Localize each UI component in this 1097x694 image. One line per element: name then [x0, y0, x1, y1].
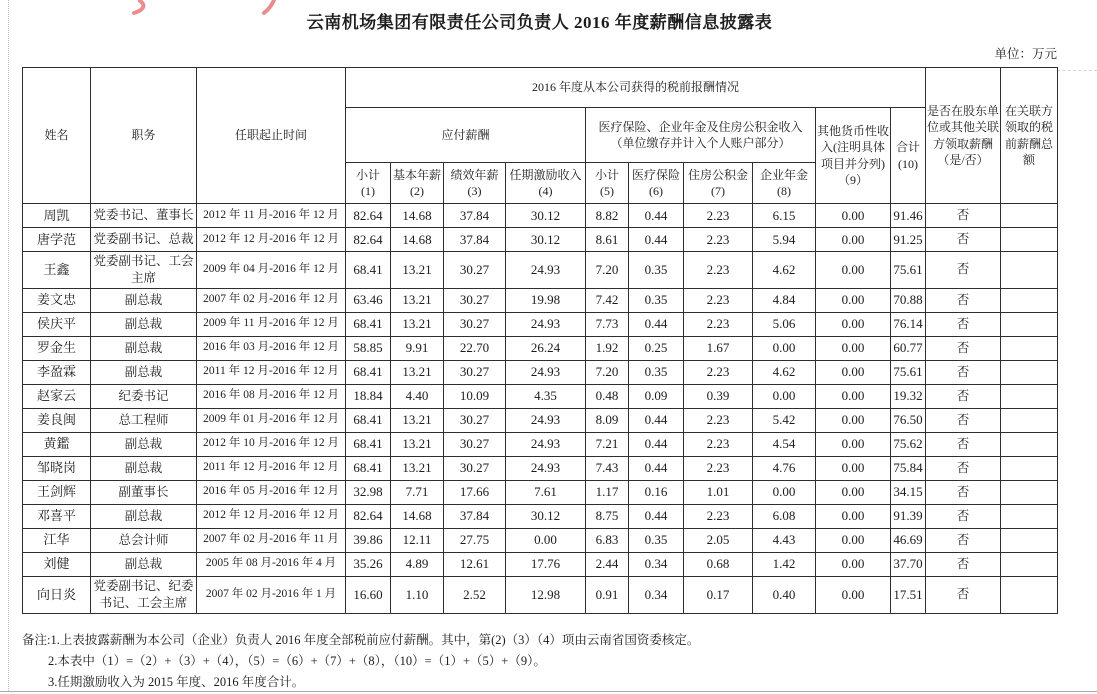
cell-housing-7: 2.23	[684, 228, 753, 252]
cell-position: 副总裁	[91, 336, 197, 360]
cell-subtotal-1: 68.41	[346, 456, 391, 480]
cell-term: 2012 年 11 月-2016 年 12 月	[197, 204, 346, 228]
cell-related-party-amount	[1001, 480, 1058, 504]
cell-medical-6: 0.35	[629, 360, 684, 384]
cell-medical-6: 0.44	[629, 504, 684, 528]
cell-annuity-8: 4.54	[753, 432, 816, 456]
cell-position: 副总裁	[91, 432, 197, 456]
cell-related-party-amount	[1001, 408, 1058, 432]
cell-performance-salary-3: 22.70	[444, 336, 506, 360]
cell-related-party-flag: 否	[926, 576, 1001, 613]
cell-term: 2009 年 11 月-2016 年 12 月	[197, 312, 346, 336]
table-row	[23, 252, 1058, 289]
cell-term-incentive-4: 24.93	[506, 408, 586, 432]
cell-term: 2016 年 03 月-2016 年 12 月	[197, 336, 346, 360]
col-header-subtotal-1: 小计 (1)	[346, 163, 391, 204]
cell-subtotal-1: 18.84	[346, 384, 391, 408]
cell-subtotal-5: 2.44	[586, 552, 629, 576]
cell-total-10: 19.32	[891, 384, 926, 408]
cell-housing-7: 1.67	[684, 336, 753, 360]
cell-subtotal-1: 16.60	[346, 576, 391, 613]
col-header-pretax-group: 2016 年度从本公司获得的税前报酬情况	[346, 68, 926, 108]
cell-annuity-8: 4.84	[753, 288, 816, 312]
cell-related-party-amount	[1001, 288, 1058, 312]
cell-name: 黄鑑	[23, 432, 91, 456]
cell-total-10: 76.50	[891, 408, 926, 432]
cell-term: 2005 年 08 月-2016 年 4 月	[197, 552, 346, 576]
cell-term-incentive-4: 24.93	[506, 252, 586, 289]
cell-term-incentive-4: 24.93	[506, 360, 586, 384]
cell-term-incentive-4: 26.24	[506, 336, 586, 360]
table-row	[23, 384, 1058, 408]
cell-name: 王鑫	[23, 252, 91, 289]
cell-total-10: 76.14	[891, 312, 926, 336]
cell-other-income-9: 0.00	[816, 504, 891, 528]
cell-name: 罗金生	[23, 336, 91, 360]
cell-term-incentive-4: 24.93	[506, 312, 586, 336]
cell-related-party-flag: 否	[926, 528, 1001, 552]
cell-name: 王剑辉	[23, 480, 91, 504]
cell-position: 副总裁	[91, 456, 197, 480]
cell-term-incentive-4: 30.12	[506, 204, 586, 228]
col-header-payable-group: 应付薪酬	[346, 108, 586, 163]
cell-medical-6: 0.35	[629, 252, 684, 289]
cell-name: 赵家云	[23, 384, 91, 408]
cell-related-party-flag: 否	[926, 432, 1001, 456]
table-row	[23, 552, 1058, 576]
cell-related-party-flag: 否	[926, 252, 1001, 289]
cell-subtotal-5: 1.17	[586, 480, 629, 504]
cell-term-incentive-4: 24.93	[506, 456, 586, 480]
table-row	[23, 456, 1058, 480]
cell-base-salary-2: 13.21	[391, 408, 444, 432]
cell-term: 2009 年 01 月-2016 年 12 月	[197, 408, 346, 432]
cell-performance-salary-3: 30.27	[444, 360, 506, 384]
cell-term: 2011 年 12 月-2016 年 12 月	[197, 360, 346, 384]
cell-name: 周凯	[23, 204, 91, 228]
col-header-related-question: 是否在股东单位或其他关联方领取薪酬（是/否）	[926, 68, 1001, 204]
cell-base-salary-2: 9.91	[391, 336, 444, 360]
cell-related-party-amount	[1001, 504, 1058, 528]
cell-total-10: 17.51	[891, 576, 926, 613]
cell-base-salary-2: 13.21	[391, 456, 444, 480]
salary-disclosure-table	[22, 67, 1058, 614]
cell-term: 2016 年 05 月-2016 年 12 月	[197, 480, 346, 504]
table-body	[23, 204, 1058, 614]
cell-related-party-flag: 否	[926, 384, 1001, 408]
cell-performance-salary-3: 30.27	[444, 312, 506, 336]
cell-other-income-9: 0.00	[816, 432, 891, 456]
cell-other-income-9: 0.00	[816, 336, 891, 360]
cell-term: 2016 年 08 月-2016 年 12 月	[197, 384, 346, 408]
cell-related-party-flag: 否	[926, 552, 1001, 576]
cell-name: 邓喜平	[23, 504, 91, 528]
cell-performance-salary-3: 30.27	[444, 288, 506, 312]
table-row	[23, 576, 1058, 613]
cell-position: 副总裁	[91, 504, 197, 528]
cell-related-party-flag: 否	[926, 228, 1001, 252]
cell-housing-7: 2.23	[684, 204, 753, 228]
cell-base-salary-2: 13.21	[391, 432, 444, 456]
cell-position: 总会计师	[91, 528, 197, 552]
cell-subtotal-1: 68.41	[346, 408, 391, 432]
table-row	[23, 288, 1058, 312]
col-header-total	[891, 108, 926, 204]
table-row	[23, 312, 1058, 336]
cell-performance-salary-3: 37.84	[444, 504, 506, 528]
cell-term-incentive-4: 30.12	[506, 504, 586, 528]
cell-term: 2012 年 10 月-2016 年 12 月	[197, 432, 346, 456]
cell-subtotal-5: 7.21	[586, 432, 629, 456]
cell-housing-7: 0.39	[684, 384, 753, 408]
cell-name: 李盈霖	[23, 360, 91, 384]
cell-other-income-9: 0.00	[816, 384, 891, 408]
cell-performance-salary-3: 27.75	[444, 528, 506, 552]
cell-related-party-flag: 否	[926, 312, 1001, 336]
cell-position: 副总裁	[91, 288, 197, 312]
cell-related-party-flag: 否	[926, 456, 1001, 480]
cell-related-party-amount	[1001, 336, 1058, 360]
cell-performance-salary-3: 17.66	[444, 480, 506, 504]
cell-name: 向日炎	[23, 576, 91, 613]
col-header-base-salary-2: 基本年薪 (2)	[391, 163, 444, 204]
cell-term: 2009 年 04 月-2016 年 12 月	[197, 252, 346, 289]
cell-medical-6: 0.44	[629, 408, 684, 432]
cell-term: 2012 年 12 月-2016 年 12 月	[197, 228, 346, 252]
cell-annuity-8: 0.00	[753, 384, 816, 408]
cell-subtotal-1: 68.41	[346, 360, 391, 384]
cell-related-party-amount	[1001, 432, 1058, 456]
cell-housing-7: 2.23	[684, 408, 753, 432]
cell-total-10: 34.15	[891, 480, 926, 504]
cell-subtotal-1: 82.64	[346, 228, 391, 252]
table-row	[23, 336, 1058, 360]
cell-performance-salary-3: 37.84	[444, 228, 506, 252]
cell-annuity-8: 0.40	[753, 576, 816, 613]
cell-annuity-8: 4.62	[753, 252, 816, 289]
cell-subtotal-5: 8.61	[586, 228, 629, 252]
unit-label: 单位：万元	[994, 47, 1057, 61]
cell-related-party-flag: 否	[926, 504, 1001, 528]
table-row	[23, 432, 1058, 456]
cell-term-incentive-4: 17.76	[506, 552, 586, 576]
cell-term: 2007 年 02 月-2016 年 11 月	[197, 528, 346, 552]
cell-total-10: 46.69	[891, 528, 926, 552]
cell-term: 2007 年 02 月-2016 年 1 月	[197, 576, 346, 613]
cell-housing-7: 2.23	[684, 456, 753, 480]
table-row	[23, 408, 1058, 432]
cell-related-party-amount	[1001, 360, 1058, 384]
cell-subtotal-1: 82.64	[346, 504, 391, 528]
cell-related-party-flag: 否	[926, 288, 1001, 312]
cell-subtotal-5: 1.92	[586, 336, 629, 360]
cell-performance-salary-3: 12.61	[444, 552, 506, 576]
cell-position: 党委副书记、纪委书记、工会主席	[91, 576, 197, 613]
cell-position: 党委书记、董事长	[91, 204, 197, 228]
top-right-margin-guide	[1057, 70, 1097, 71]
col-header-term: 任职起止时间	[197, 68, 346, 204]
cell-related-party-amount	[1001, 312, 1058, 336]
cell-medical-6: 0.44	[629, 204, 684, 228]
cell-total-10: 91.46	[891, 204, 926, 228]
cell-other-income-9: 0.00	[816, 312, 891, 336]
cell-subtotal-5: 7.20	[586, 360, 629, 384]
footnote-3: 3.任期激励收入为 2015 年度、2016 年度合计。	[48, 675, 305, 689]
cell-subtotal-5: 8.09	[586, 408, 629, 432]
page-title: 云南机场集团有限责任公司负责人 2016 年度薪酬信息披露表	[306, 13, 773, 32]
cell-other-income-9: 0.00	[816, 408, 891, 432]
cell-position: 总工程师	[91, 408, 197, 432]
cell-total-10: 75.61	[891, 360, 926, 384]
cell-medical-6: 0.44	[629, 228, 684, 252]
cell-other-income-9: 0.00	[816, 288, 891, 312]
cell-medical-6: 0.44	[629, 312, 684, 336]
cell-related-party-flag: 否	[926, 336, 1001, 360]
col-header-medical-6: 医疗保险 (6)	[629, 163, 684, 204]
cell-total-10: 75.84	[891, 456, 926, 480]
cell-other-income-9: 0.00	[816, 480, 891, 504]
cell-term-incentive-4: 12.98	[506, 576, 586, 613]
cell-housing-7: 0.17	[684, 576, 753, 613]
cell-annuity-8: 0.00	[753, 336, 816, 360]
cell-annuity-8: 5.42	[753, 408, 816, 432]
cell-annuity-8: 6.08	[753, 504, 816, 528]
cell-position: 副总裁	[91, 552, 197, 576]
cell-related-party-amount	[1001, 252, 1058, 289]
col-header-housing-7: 住房公积金 (7)	[684, 163, 753, 204]
total-num: (10)	[898, 156, 918, 171]
cell-base-salary-2: 13.21	[391, 288, 444, 312]
cell-name: 姜良闽	[23, 408, 91, 432]
col-header-name: 姓名	[23, 68, 91, 204]
cell-performance-salary-3: 2.52	[444, 576, 506, 613]
cell-medical-6: 0.34	[629, 576, 684, 613]
cell-base-salary-2: 7.71	[391, 480, 444, 504]
cell-medical-6: 0.34	[629, 552, 684, 576]
cell-name: 江华	[23, 528, 91, 552]
cell-total-10: 91.25	[891, 228, 926, 252]
cell-base-salary-2: 4.89	[391, 552, 444, 576]
left-margin-guide	[8, 0, 9, 691]
cell-name: 唐学范	[23, 228, 91, 252]
cell-subtotal-1: 39.86	[346, 528, 391, 552]
cell-annuity-8: 4.62	[753, 360, 816, 384]
cell-performance-salary-3: 30.27	[444, 432, 506, 456]
cell-subtotal-5: 7.42	[586, 288, 629, 312]
cell-subtotal-5: 0.91	[586, 576, 629, 613]
footnote-1: 备注:1.上表披露薪酬为本公司（企业）负责人 2016 年度全部税前应付薪酬。其中，第(2)（3）（4）项由云南省国资委核定。	[22, 633, 700, 647]
cell-subtotal-5: 6.83	[586, 528, 629, 552]
col-header-position: 职务	[91, 68, 197, 204]
cell-related-party-flag: 否	[926, 204, 1001, 228]
header-row-top	[23, 68, 1058, 108]
cell-term-incentive-4: 4.35	[506, 384, 586, 408]
cell-position: 党委副书记、工会主席	[91, 252, 197, 289]
total-label: 合计	[896, 140, 921, 155]
cell-other-income-9: 0.00	[816, 552, 891, 576]
cell-other-income-9: 0.00	[816, 528, 891, 552]
cell-housing-7: 2.23	[684, 252, 753, 289]
cell-housing-7: 2.23	[684, 504, 753, 528]
cell-total-10: 75.61	[891, 252, 926, 289]
cell-base-salary-2: 14.68	[391, 228, 444, 252]
cell-related-party-amount	[1001, 552, 1058, 576]
cell-related-party-flag: 否	[926, 480, 1001, 504]
cell-housing-7: 2.05	[684, 528, 753, 552]
cell-position: 纪委书记	[91, 384, 197, 408]
cell-medical-6: 0.35	[629, 288, 684, 312]
cell-position: 副董事长	[91, 480, 197, 504]
cell-name: 姜文忠	[23, 288, 91, 312]
cell-housing-7: 1.01	[684, 480, 753, 504]
col-header-subtotal-5: 小计 (5)	[586, 163, 629, 204]
cell-subtotal-5: 8.82	[586, 204, 629, 228]
cell-term: 2012 年 12 月-2016 年 12 月	[197, 504, 346, 528]
cell-performance-salary-3: 30.27	[444, 252, 506, 289]
cell-medical-6: 0.16	[629, 480, 684, 504]
table-row	[23, 204, 1058, 228]
cell-subtotal-5: 7.20	[586, 252, 629, 289]
cell-related-party-amount	[1001, 576, 1058, 613]
cell-total-10: 75.62	[891, 432, 926, 456]
table-row	[23, 480, 1058, 504]
cell-name: 邹晓岗	[23, 456, 91, 480]
cell-annuity-8: 4.43	[753, 528, 816, 552]
cell-subtotal-1: 35.26	[346, 552, 391, 576]
cell-name: 刘健	[23, 552, 91, 576]
table-row	[23, 528, 1058, 552]
cell-annuity-8: 0.00	[753, 480, 816, 504]
cell-related-party-amount	[1001, 456, 1058, 480]
cell-annuity-8: 5.94	[753, 228, 816, 252]
cell-other-income-9: 0.00	[816, 360, 891, 384]
cell-base-salary-2: 4.40	[391, 384, 444, 408]
cell-medical-6: 0.25	[629, 336, 684, 360]
cell-related-party-amount	[1001, 228, 1058, 252]
cell-annuity-8: 5.06	[753, 312, 816, 336]
cell-subtotal-1: 68.41	[346, 432, 391, 456]
cell-subtotal-1: 58.85	[346, 336, 391, 360]
table-row	[23, 504, 1058, 528]
cell-housing-7: 2.23	[684, 312, 753, 336]
cell-medical-6: 0.44	[629, 432, 684, 456]
cell-total-10: 91.39	[891, 504, 926, 528]
cell-base-salary-2: 12.11	[391, 528, 444, 552]
cell-position: 党委副书记、总裁	[91, 228, 197, 252]
cell-base-salary-2: 13.21	[391, 360, 444, 384]
footnote-2: 2.本表中（1）=（2）+（3）+（4），（5）=（6）+（7）+（8），（10）=（1）+（5）+（9）。	[48, 654, 546, 668]
cell-base-salary-2: 14.68	[391, 504, 444, 528]
cell-medical-6: 0.44	[629, 456, 684, 480]
cell-medical-6: 0.35	[629, 528, 684, 552]
cell-related-party-flag: 否	[926, 360, 1001, 384]
cell-term-incentive-4: 19.98	[506, 288, 586, 312]
cell-other-income-9: 0.00	[816, 228, 891, 252]
table-row	[23, 360, 1058, 384]
cell-base-salary-2: 1.10	[391, 576, 444, 613]
cell-position: 副总裁	[91, 360, 197, 384]
cell-term-incentive-4: 24.93	[506, 432, 586, 456]
cell-medical-6: 0.09	[629, 384, 684, 408]
cell-term-incentive-4: 30.12	[506, 228, 586, 252]
cell-subtotal-5: 7.73	[586, 312, 629, 336]
col-header-term-incentive-4: 任期激励收入 (4)	[506, 163, 586, 204]
cell-total-10: 70.88	[891, 288, 926, 312]
cell-term-incentive-4: 0.00	[506, 528, 586, 552]
cell-annuity-8: 4.76	[753, 456, 816, 480]
cell-related-party-amount	[1001, 384, 1058, 408]
table-row	[23, 228, 1058, 252]
cell-other-income-9: 0.00	[816, 252, 891, 289]
cell-position: 副总裁	[91, 312, 197, 336]
cell-base-salary-2: 13.21	[391, 252, 444, 289]
cell-subtotal-5: 0.48	[586, 384, 629, 408]
cell-subtotal-1: 32.98	[346, 480, 391, 504]
col-header-performance-salary-3: 绩效年薪 (3)	[444, 163, 506, 204]
cell-related-party-amount	[1001, 204, 1058, 228]
cell-annuity-8: 6.15	[753, 204, 816, 228]
cell-term: 2011 年 12 月-2016 年 12 月	[197, 456, 346, 480]
cell-term: 2007 年 02 月-2016 年 12 月	[197, 288, 346, 312]
col-header-annuity-8: 企业年金 (8)	[753, 163, 816, 204]
cell-related-party-flag: 否	[926, 408, 1001, 432]
cell-base-salary-2: 13.21	[391, 312, 444, 336]
cell-total-10: 37.70	[891, 552, 926, 576]
cell-housing-7: 2.23	[684, 360, 753, 384]
footnotes	[22, 630, 1082, 693]
cell-related-party-amount	[1001, 528, 1058, 552]
cell-subtotal-1: 63.46	[346, 288, 391, 312]
cell-subtotal-1: 68.41	[346, 312, 391, 336]
cell-performance-salary-3: 37.84	[444, 204, 506, 228]
cell-other-income-9: 0.00	[816, 204, 891, 228]
cell-subtotal-1: 82.64	[346, 204, 391, 228]
cell-housing-7: 0.68	[684, 552, 753, 576]
cell-total-10: 60.77	[891, 336, 926, 360]
cell-performance-salary-3: 30.27	[444, 456, 506, 480]
cell-other-income-9: 0.00	[816, 456, 891, 480]
cell-subtotal-5: 7.43	[586, 456, 629, 480]
col-header-other-income: 其他货币性收入(注明具体项目并分列)（9）	[816, 108, 891, 204]
cell-performance-salary-3: 30.27	[444, 408, 506, 432]
cell-term-incentive-4: 7.61	[506, 480, 586, 504]
cell-subtotal-1: 68.41	[346, 252, 391, 289]
cell-annuity-8: 1.42	[753, 552, 816, 576]
col-header-insurance-group: 医疗保险、企业年金及住房公积金收入（单位缴存并计入个人账户部分）	[586, 108, 816, 163]
cell-name: 侯庆平	[23, 312, 91, 336]
cell-housing-7: 2.23	[684, 288, 753, 312]
cell-housing-7: 2.23	[684, 432, 753, 456]
cell-base-salary-2: 14.68	[391, 204, 444, 228]
cell-subtotal-5: 8.75	[586, 504, 629, 528]
cell-other-income-9: 0.00	[816, 576, 891, 613]
cell-performance-salary-3: 10.09	[444, 384, 506, 408]
col-header-related-amount: 在关联方领取的税前薪酬总额	[1001, 68, 1058, 204]
